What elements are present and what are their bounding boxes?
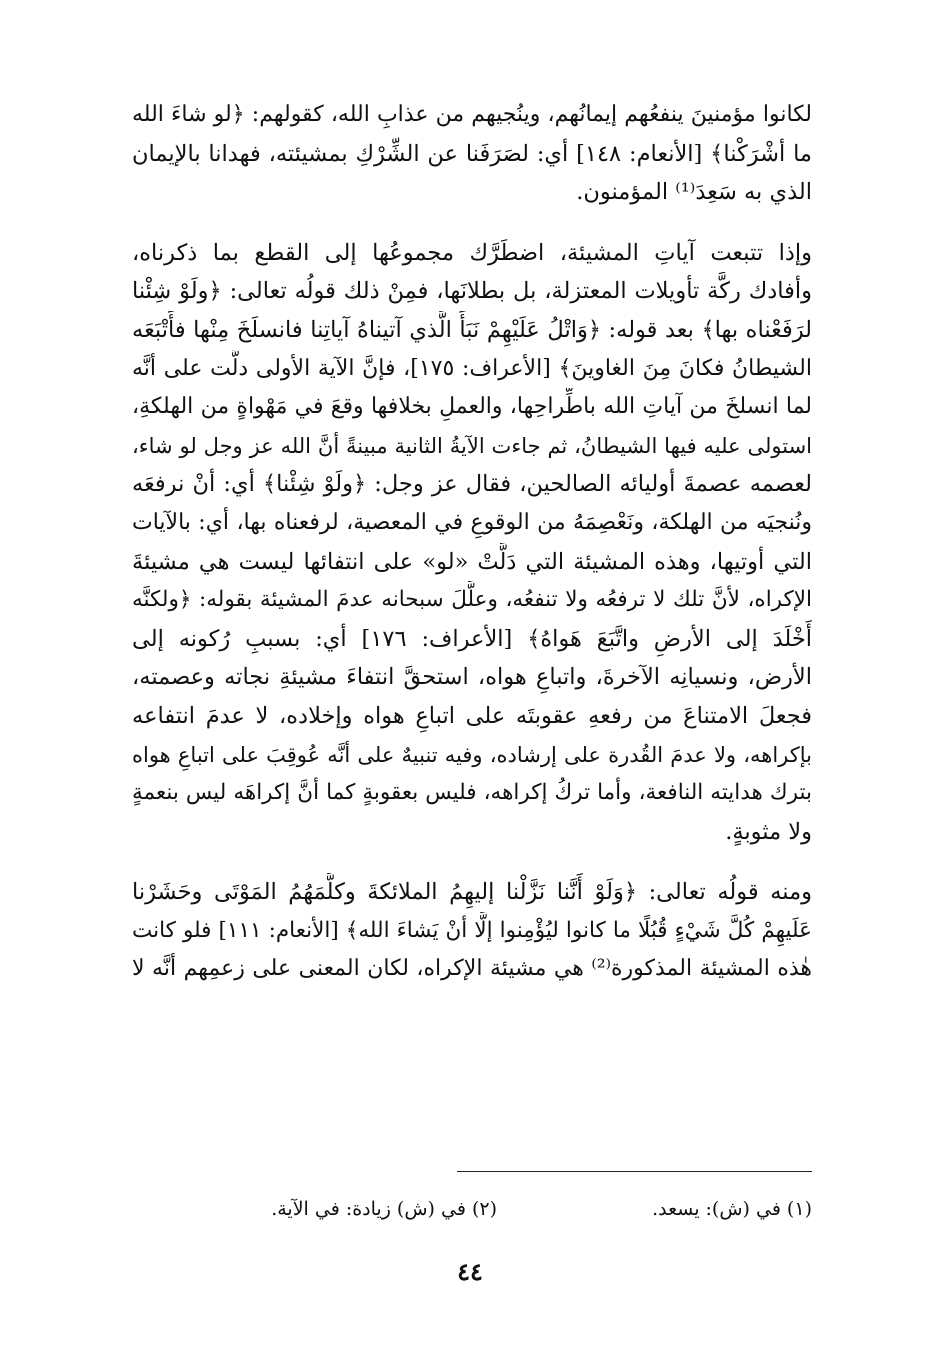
text-line: هٰذه المشيئة المذكورة⁽²⁾ هي مشيئة الإكراه، لكان المعنى على زعمِهم أنَّه لا [132, 956, 812, 982]
text-line: لكانوا مؤمنينَ ينفعُهم إيمانُهم، وينُجيهم من عذابِ الله، كقولهم: ﴿لو شاءَ الله [132, 102, 812, 127]
text-line: لما انسلخَ من آياتِ الله باطِّراحِها، والعملِ بخلافها وقعَ في مَهْواةٍ من الهلكةِ، [132, 394, 812, 420]
paragraph-2 [132, 234, 812, 852]
text-line: الذي به سَعِدَ⁽¹⁾ المؤمنون. [576, 179, 812, 206]
main-text [132, 96, 812, 989]
page-number: ٤٤ [457, 1257, 483, 1286]
text-line: الإكراه، لأنَّ تلك لا ترفعُه ولا تنفعُه، وعلَّلَ سبحانه عدمَ المشيئة بقوله: ﴿ولكنَّه [132, 587, 812, 613]
text-line: ولا مثوبةٍ. [725, 818, 812, 845]
text-line: ونُنجيَه من الهلكة، ونَعْصِمَهُ من الوقوعِ في المعصية، لرفعناه بها، أي: بالآيات [132, 509, 812, 535]
text-line: بإكراهه، ولا عدمَ القُدرة على إرشاده، وفيه تنبيهٌ على أنَّه عُوقِبَ على اتباعِ هواه [132, 742, 812, 767]
text-line: الشيطانُ فكانَ مِنَ الغاوينَ﴾ [الأعراف: ١٧٥]، فإنَّ الآية الأولى دلَّت على أنَّه [132, 355, 812, 381]
paragraph-gap [132, 212, 812, 234]
text-line: وإذا تتبعت آياتِ المشيئة، اضطَرَّك مجموعُها إلى القطع بما ذكرناه، [132, 239, 812, 266]
text-line: عَلَيهِمْ كُلَّ شَيْءٍ قُبُلًا ما كانوا ليُؤْمِنوا إلَّا أنْ يَشاءَ الله﴾ [الأنعام: ١١١] فلو كانت [132, 917, 812, 943]
text-line: أَخْلَدَ إلى الأرضِ واتَّبَعَ هَواهُ﴾ [الأعراف: ١٧٦] أي: بسببِ رُكونه إلى [132, 625, 812, 652]
footnote-1: (١) في (ش): يسعد. [652, 1198, 812, 1220]
paragraph-3 [132, 873, 812, 989]
text-line: ما أشْرَكْنا﴾ [الأنعام: ١٤٨] أي: لصَرَفَنا عن الشِّرْكِ بمشيئته، فهدانا بالإيمان [132, 140, 812, 167]
paragraph-1 [132, 96, 812, 212]
text-line: استولى عليه فيها الشيطانُ، ثم جاءت الآيةُ الثانية مبينةً أنَّ الله عز وجل لو شاء، [132, 433, 812, 458]
text-line: وأفادك ركَّة تأويلات المعتزلة، بل بطلانَها، فمِنْ ذلك قولُه تعالى: ﴿ولَوْ شِئْنا [132, 278, 812, 305]
text-line: لعصمه عصمةَ أوليائه الصالحين، فقال عز وجل: ﴿ولَوْ شِئْنا﴾ أي: أنْ نرفعَه [132, 471, 812, 498]
text-line: فجعلَ الامتناعَ من رفعهِ عقوبتَه على اتباعِ هواه وإخلاده، لا عدمَ انتفاعه [132, 702, 812, 729]
footnotes [132, 1195, 812, 1223]
text-line: التي أوتيها، وهذه المشيئة التي دَلَّتْ «لو» على انتفائها ليست هي مشيئةَ [132, 548, 812, 575]
text-line: ومنه قولُه تعالى: ﴿وَلَوْ أَنَّنا نَزَّلْنا إليهِمُ الملائكةَ وكلَّمَهُمُ المَوْتَى وحَشَرْنا [132, 879, 812, 906]
footnote-divider [457, 1171, 812, 1172]
text-line: لرَفَعْناه بها﴾ بعد قوله: ﴿وَاتْلُ عَلَيْهِمْ نَبَأَ الَّذي آتيناهُ آياتِنا فانسلَخَ مِنْها فأَتْبَعَه [132, 316, 812, 343]
text-line: بترك هدايته النافعة، وأما تركُ إكراهه، فليس بعقوبةٍ كما أنَّ إكراهَه ليس بنعمةٍ [132, 780, 812, 806]
paragraph-gap [132, 851, 812, 873]
footnote-2: (٢) في (ش) زيادة: في الآية. [271, 1198, 497, 1220]
text-line: الأرض، ونسيانِه الآخرةَ، واتباعِ هواه، استحقَّ انتفاءَ مشيئةِ نجاته وعصمته، [132, 664, 812, 691]
